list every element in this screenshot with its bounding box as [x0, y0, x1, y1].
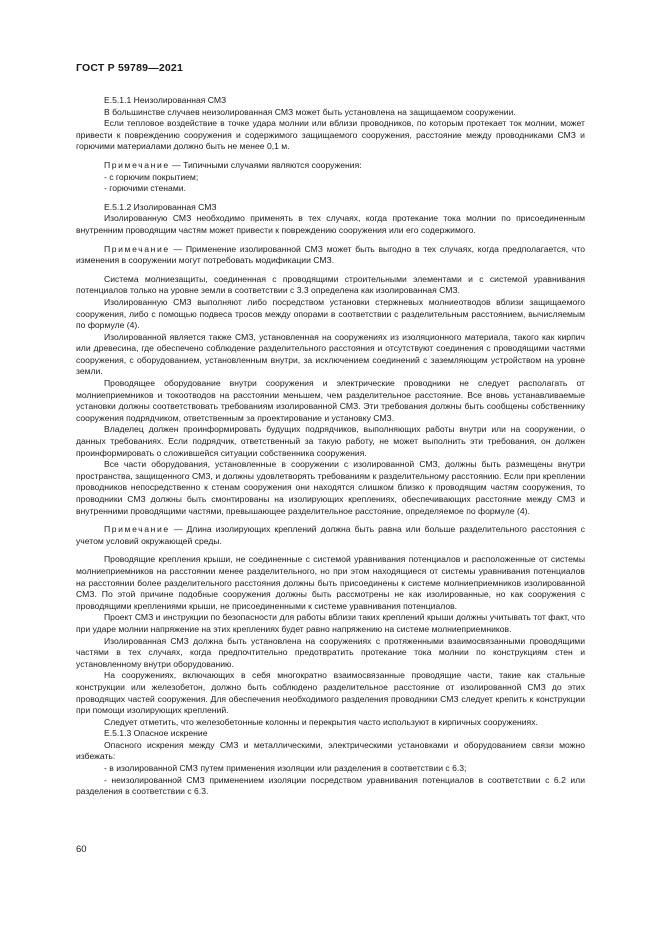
note-text: — Применение изолированной СМЗ может быть выгодно в тех случаях, когда предполагается, что изменения в сооружении могут потребовать модификации СМЗ. [76, 243, 585, 266]
paragraph: Все части оборудования, установленные в сооружении с изолированной СМЗ, должны быть размещены внутри пространства, защищенного СМЗ, и должны удовлетворять требованиям к разделительному расстоянию. Если при креплении проводников непосредственно к стенам сооружения они находятся слишком близко к проводящим частям сооружения, то проводники СМЗ должны быть смонтированы на изолирующих креплениях, обеспечивающих расстояние между СМЗ и внутренними проводящими частями, превышающее разделительное расстояние, определяемое по формуле (4). [76, 459, 585, 516]
note-text: — Типичными случаями являются сооружения: [169, 159, 362, 170]
paragraph: Если тепловое воздействие в точке удара молнии или вблизи проводников, по которым протекает ток молнии, может привести к повреждению сооружения и содержимого защищаемого сооружения, расстояние между проводниками СМЗ и горючими материалами должно быть не менее 0,1 м. [76, 118, 585, 152]
paragraph: Проводящие крепления крыши, не соединенные с системой уравнивания потенциалов и расположенные от системы молниеприемников на расстоянии менее разделительного, но при этом находящиеся от системы уравнивания потенциалов на расстоянии более разделительного расстояния должны быть присоединены к системе молниеприемников изолированной СМЗ. По этой причине подобные сооружения должны быть рассмотрены не как изолированные, но как сооружения с проводящими креплениями крыши, не присоединенными к системе уравнивания потенциалов. [76, 554, 585, 611]
page-number: 60 [76, 844, 87, 855]
note-paragraph [76, 244, 585, 267]
paragraph: Система молниезащиты, соединенная с проводящими строительными элементами и с системой уравнивания потенциалов только на уровне земли в соответствии с 3.3 определена как изолированная СМЗ. [76, 273, 585, 296]
paragraph: Проводящее оборудование внутри сооружения и электрические проводники не следует располагать от молниеприемников и токоотводов на расстоянии меньшем, чем разделительное расстояние. Все вновь устанавливаемые установки должны соответствовать требованиям изолированной СМЗ. Эти требования должны быть сообщены собственнику сооружения подрядчиком, ответственным за проектирование и установку СМЗ. [76, 378, 585, 423]
paragraph: Опасного искрения между СМЗ и металлическими, электрическими установками и оборудованием связи можно избежать: [76, 739, 585, 762]
paragraph: Следует отметить, что железобетонные колонны и перекрытия часто используют в кирпичных сооружениях. [104, 716, 538, 727]
list-item: - горючими стенами. [104, 183, 186, 194]
section-heading-e5-1-3: Е.5.1.3 Опасное искрение [104, 728, 208, 739]
note-label: Примечание [104, 524, 170, 535]
note-paragraph [76, 160, 585, 172]
section-heading-e5-1-2: Е.5.1.2 Изолированная СМЗ [104, 201, 217, 212]
paragraph: Изолированной является также СМЗ, установленная на сооружениях из изоляционного материала, такого как кирпич или древесина, где обеспечено соблюдение разделительного расстояния и отсутствуют соединения с проводящими частями сооружения, с оборудованием, установленным внутри, за исключением соединений с заземляющим устройством на уровне земли. [76, 331, 585, 377]
note-label: Примечание [104, 243, 170, 254]
paragraph: Владелец должен проинформировать будущих подрядчиков, выполняющих работы внутри или на сооружении, о данных требованиях. Если подрядчик, ответственный за такую работу, не может выполнить эти требования, он должен проинформировать о сложившейся ситуации собственника сооружения. [76, 424, 585, 458]
paragraph: Изолированную СМЗ необходимо применять в тех случаях, когда протекание тока молнии по присоединенным внутренним проводящим частям может привести к повреждению сооружения или его содержимого. [76, 213, 585, 235]
note-text: — Длина изолирующих креплений должна быть равна или больше разделительного расстояния с учетом условий окружающей среды. [76, 524, 585, 546]
paragraph: В большинстве случаев неизолированная СМЗ может быть установлена на защищаемом сооружении. [104, 106, 516, 117]
list-item: - в изолированной СМЗ путем применения изоляции или разделения в соответствии с 6.3; [104, 763, 467, 774]
section-heading-e5-1-1: Е.5.1.1 Неизолированная СМЗ [104, 95, 227, 105]
note-label: Примечание [104, 159, 170, 170]
paragraph: Изолированная СМЗ должна быть установлена на сооружениях с протяженными взаимосвязанными проводящими частями в тех случаях, когда предпочтительно предотвратить протекание тока молнии по конструкциям стен и установленному внутри оборудованию. [76, 635, 585, 669]
document-body [76, 95, 585, 798]
paragraph: Изолированную СМЗ выполняют либо посредством установки стержневых молниеотводов вблизи защищаемого сооружения, либо с помощью подвеса тросов между опорами в соответствии с разделительным расстоянием, вычисляемым по формуле (4). [76, 296, 585, 331]
list-item: - с горючим покрытием; [104, 171, 199, 182]
document-header: ГОСТ Р 59789—2021 [76, 62, 184, 74]
note-paragraph [76, 524, 585, 547]
paragraph: На сооружениях, включающих в себя многократно взаимосвязанные проводящие части, такие как стальные конструкции или железобетон, должно быть соблюдено разделительное расстояние от изолированной СМЗ до этих проводящих частей сооружения. Для обеспечения необходимого разделения проводники СМЗ следует крепить к конструкции при помощи изолирующих креплений. [76, 670, 585, 716]
paragraph: Проект СМЗ и инструкции по безопасности для работы вблизи таких креплений крыши должны учитывать тот факт, что при ударе молнии напряжение на этих креплениях будет равно напряжению на системе молниеприемников. [76, 612, 585, 634]
list-item: - неизолированной СМЗ применением изоляции посредством уравнивания потенциалов в соответствии с 6.2 или разделения в соответствии с 6.3. [76, 774, 585, 797]
